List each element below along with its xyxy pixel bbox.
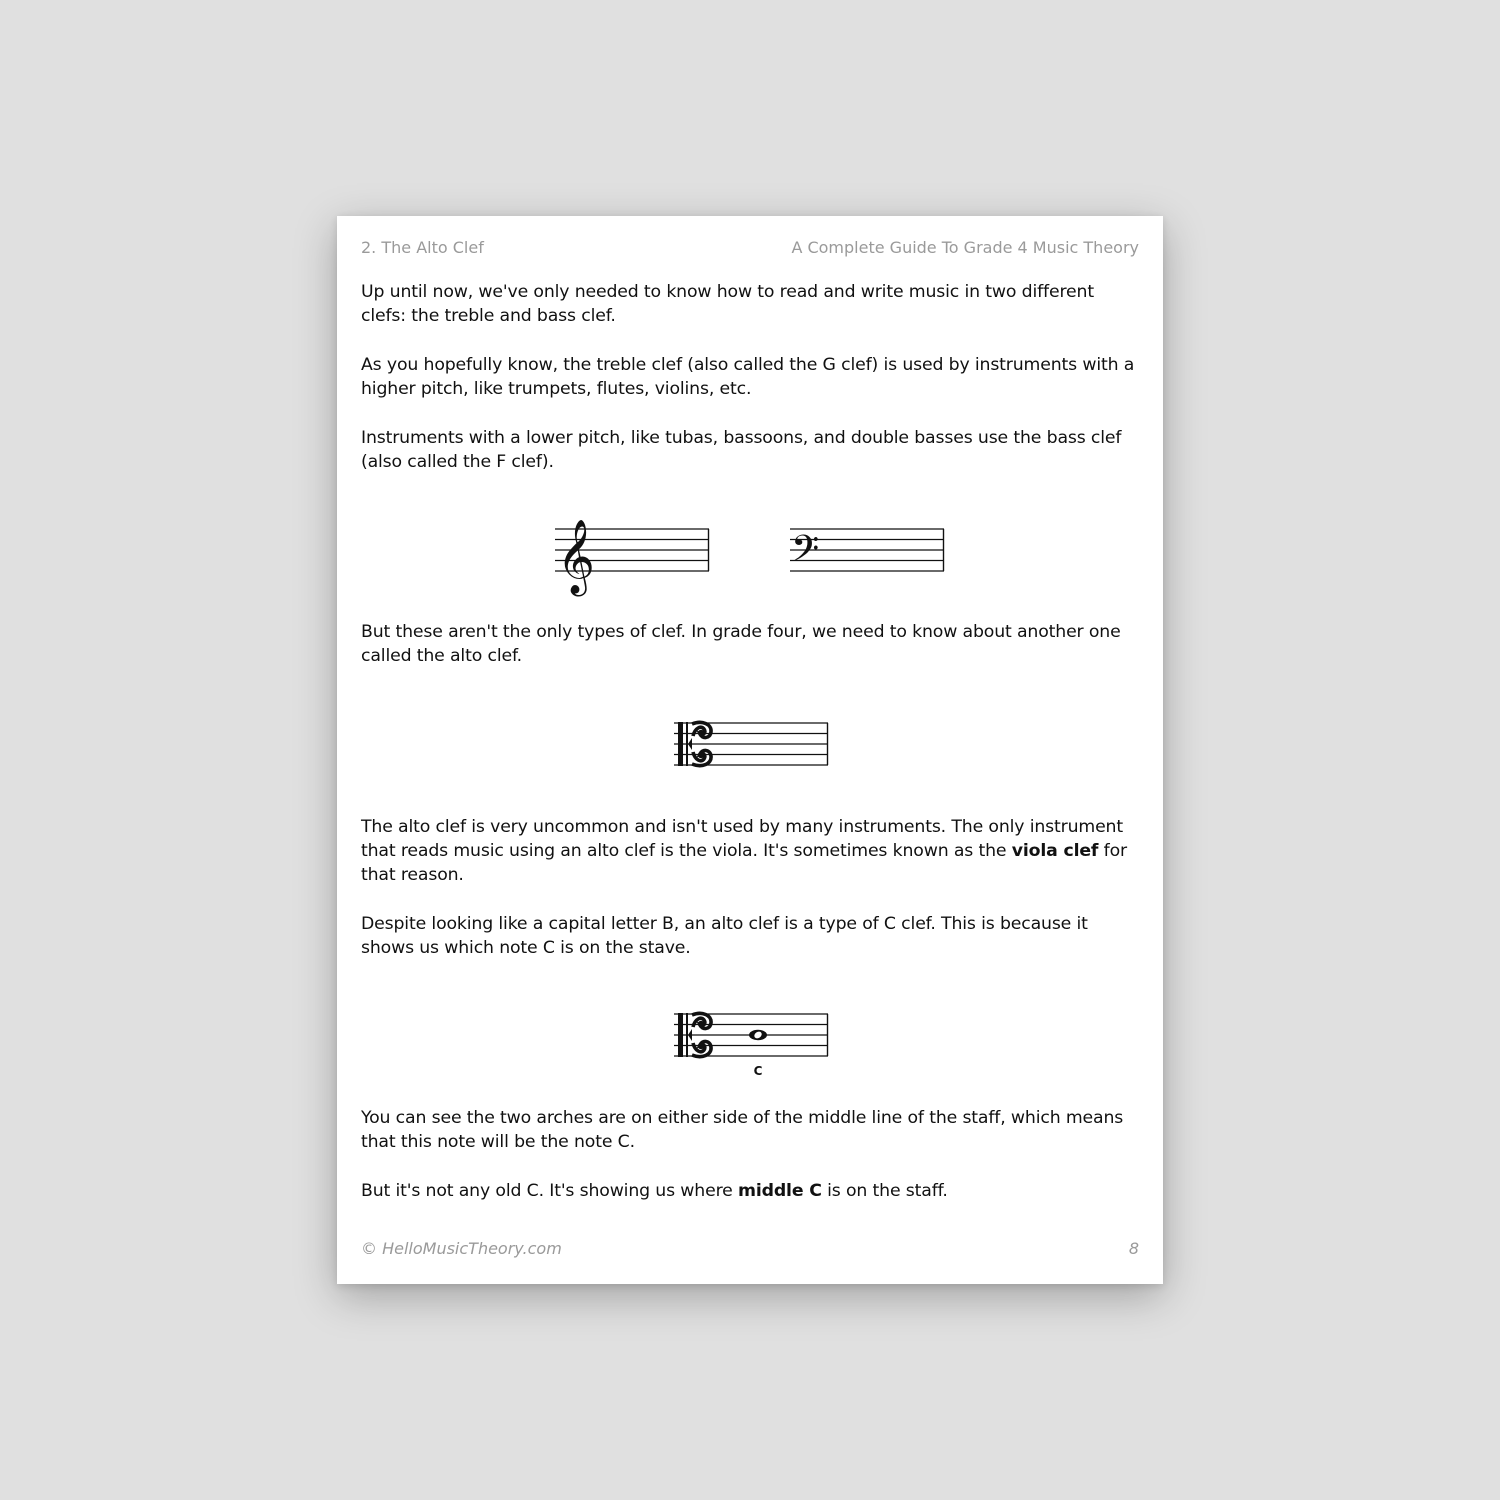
- bold-term-viola-clef: viola clef: [1011, 841, 1099, 862]
- paragraph-treble-clef: As you hopefully know, the treble clef (also called the G clef) is used by instruments with a higher pitch, like trumpets, flutes, violins, etc.: [361, 355, 1135, 400]
- paragraph-two-arches: You can see the two arches are on either side of the middle line of the staff, which means that this note will be the note C.: [361, 1108, 1124, 1153]
- alto-note-staff-svg: [674, 1003, 830, 1073]
- page-number: 8: [1128, 1239, 1139, 1258]
- chapter-title: 2. The Alto Clef: [361, 238, 484, 257]
- treble-clef-icon: 𝄞: [557, 520, 595, 594]
- paragraph-bass-clef: Instruments with a lower pitch, like tubas, bassoons, and double basses use the bass clef (also called the F clef).: [361, 428, 1122, 473]
- paragraph-intro: Up until now, we've only needed to know how to read and write music in two different clefs: the treble and bass clef.: [361, 282, 1094, 327]
- alto-staff-svg: [674, 712, 830, 782]
- bass-clef-staff: [790, 508, 946, 598]
- text-run: But it's not any old C. It's showing us where: [361, 1181, 738, 1201]
- alto-clef-staff-with-note: [674, 1003, 830, 1073]
- alto-clef-staff: [674, 712, 830, 782]
- copyright-text: © HelloMusicTheory.com: [361, 1239, 562, 1258]
- document-page: [337, 216, 1163, 1284]
- paragraph-alto-intro: But these aren't the only types of clef. In grade four, we need to know about another one called the alto clef.: [361, 622, 1121, 667]
- treble-clef-staff: [555, 508, 711, 598]
- page-footer: [361, 1239, 1139, 1258]
- bold-term-middle-c: middle C: [737, 1181, 822, 1201]
- treble-staff-svg: [555, 508, 711, 598]
- whole-note-c: [749, 1030, 767, 1040]
- book-title: A Complete Guide To Grade 4 Music Theory: [791, 238, 1139, 257]
- text-run: is on the staff.: [821, 1181, 948, 1201]
- text-run: for that reason.: [361, 841, 1127, 886]
- text-run: The alto clef is very uncommon and isn't used by many instruments. The only instrument that reads music using an alto clef is the viola. It's sometimes known as the: [361, 817, 1123, 862]
- page-header: [361, 238, 1139, 257]
- paragraph-c-clef: Despite looking like a capital letter B, an alto clef is a type of C clef. This is because it shows us which note C is on the stave.: [361, 914, 1088, 959]
- paragraph-middle-c: [361, 1179, 1143, 1203]
- note-label: C: [753, 1064, 763, 1078]
- bass-clef-icon: 𝄢: [791, 528, 820, 579]
- paragraph-viola-clef: [361, 815, 1143, 888]
- bass-staff-svg: [790, 508, 946, 598]
